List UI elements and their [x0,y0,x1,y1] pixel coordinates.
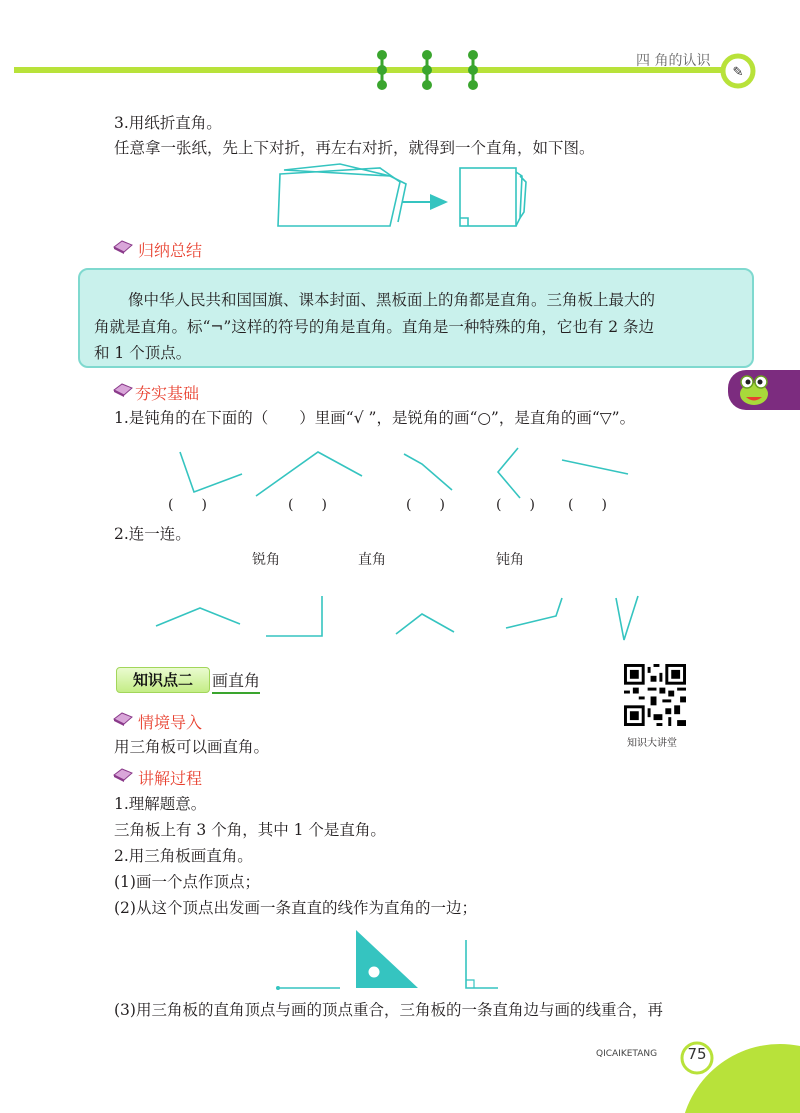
qr-code-icon[interactable] [624,664,686,726]
eraser-icon [112,767,134,783]
knowledge-point-tag: 知识点二 [116,667,210,693]
drawing-right-angle-figure [270,926,510,992]
qr-caption: 知识大讲堂 [627,738,677,749]
angle-figures [170,440,640,500]
explain-line-1: 1.理解题意。 [114,795,207,813]
question-2: 2.连一连。 [114,525,191,543]
summary-line-3: 和 1 个顶点。 [94,344,192,362]
summary-heading: 归纳总结 [138,241,203,260]
summary-line-2: 角就是直角。标“¬”这样的符号的角是直角。直角是一种特殊的角，它也有 2 条边 [94,318,655,336]
footer-brand: QICAIKETANG [596,1049,658,1059]
knowledge-point-title: 画直角 [212,668,260,694]
chapter-title: 四 角的认识 [636,53,711,69]
label-acute: 锐角 [252,552,280,568]
basics-heading: 夯实基础 [135,384,200,403]
explain-line-3: 2.用三角板画直角。 [114,847,253,865]
section-3-title: 3.用纸折直角。 [114,114,222,132]
answer-blank-2[interactable]: ( ) [288,497,327,513]
matching-angles [150,590,650,645]
explain-heading: 讲解过程 [138,769,203,788]
eraser-icon [112,711,134,727]
explain-line-4: (1)画一个点作顶点； [114,873,260,891]
page-number: 75 [687,1045,707,1063]
question-1: 1.是钝角的在下面的（ ）里画“√ ”，是锐角的画“○”，是直角的画“▽”。 [114,409,636,427]
intro-text: 用三角板可以画直角。 [114,738,270,756]
answer-blank-5[interactable]: ( ) [568,497,607,513]
answer-blank-3[interactable]: ( ) [406,497,445,513]
explain-line-5: (2)从这个顶点出发画一条直直的线作为直角的一边； [114,899,477,917]
label-obtuse: 钝角 [496,552,524,568]
header-bar [0,40,800,100]
eraser-icon [112,382,134,398]
svg-text:✎: ✎ [732,65,744,80]
explain-step-3: (3)用三角板的直角顶点与画的顶点重合，三角板的一条直角边与画的线重合，再 [114,1001,663,1019]
frog-icon [734,370,774,410]
label-right: 直角 [358,552,386,568]
section-3-desc: 任意拿一张纸，先上下对折，再左右对折，就得到一个直角，如下图。 [114,139,595,157]
intro-heading: 情境导入 [138,713,203,732]
answer-blank-4[interactable]: ( ) [496,497,535,513]
explain-line-2: 三角板上有 3 个角，其中 1 个是直角。 [114,821,386,839]
eraser-icon [112,239,134,255]
paper-fold-figure [270,160,540,235]
summary-line-1: 像中华人民共和国国旗、课本封面、黑板面上的角都是直角。三角板上最大的 [128,291,656,309]
answer-blank-1[interactable]: ( ) [168,497,207,513]
